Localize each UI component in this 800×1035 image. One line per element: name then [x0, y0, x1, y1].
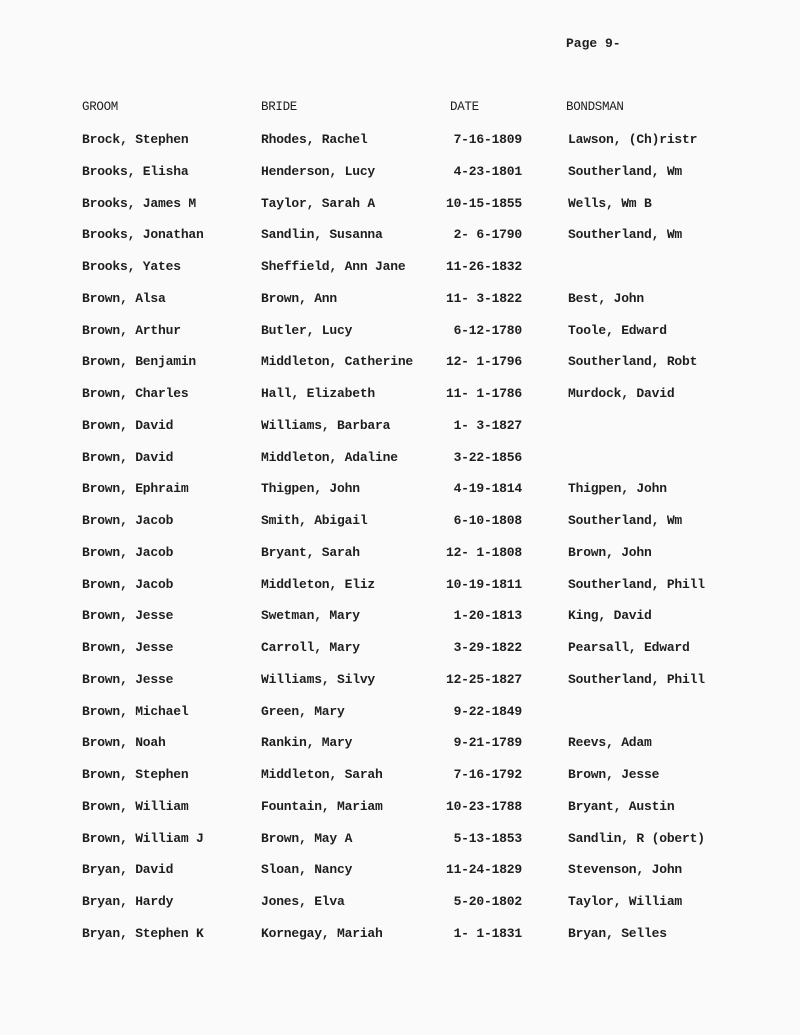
- cell-bride: Sheffield, Ann Jane: [261, 259, 406, 274]
- table-row: [0, 831, 800, 851]
- cell-date: 1-20-1813: [453, 608, 522, 624]
- cell-groom: Brooks, James M: [82, 195, 197, 211]
- cell-bondsman: Bryan, Selles: [568, 925, 667, 941]
- cell-date: 9-21-1789: [453, 735, 522, 751]
- cell-groom: Brown, Alsa: [82, 290, 166, 306]
- cell-bride: Butler, Lucy: [261, 322, 353, 338]
- cell-bondsman: Southerland, Phill: [568, 671, 705, 687]
- cell-bondsman: Pearsall, Edward: [568, 640, 690, 655]
- cell-groom: Brown, Jacob: [82, 513, 174, 528]
- cell-bride: Jones, Elva: [261, 894, 345, 909]
- cell-groom: Bryan, Stephen K: [82, 925, 204, 941]
- cell-bride: Rankin, Mary: [261, 735, 353, 751]
- cell-bondsman: King, David: [568, 608, 652, 624]
- table-row: [0, 259, 800, 279]
- cell-bondsman: Southerland, Wm: [568, 163, 683, 179]
- cell-date: 5-13-1853: [453, 830, 522, 846]
- header-bondsman: BONDSMAN: [566, 100, 624, 114]
- cell-groom: Brooks, Yates: [82, 259, 181, 274]
- cell-bride: Carroll, Mary: [261, 640, 360, 655]
- table-row: [0, 577, 800, 597]
- cell-bondsman: Murdock, David: [568, 386, 675, 401]
- cell-date: 1- 1-1831: [453, 925, 522, 941]
- cell-date: 2- 6-1790: [453, 227, 522, 243]
- cell-groom: Brown, Jacob: [82, 544, 174, 560]
- cell-date: 7-16-1809: [453, 132, 522, 147]
- cell-groom: Bryan, Hardy: [82, 894, 174, 909]
- cell-date: 5-20-1802: [453, 894, 522, 909]
- cell-bondsman: Stevenson, John: [568, 862, 683, 878]
- cell-date: 9-22-1849: [453, 703, 522, 719]
- cell-groom: Brown, Ephraim: [82, 481, 189, 497]
- cell-date: 12- 1-1796: [445, 354, 522, 370]
- cell-date: 3-22-1856: [453, 449, 522, 465]
- table-row: [0, 735, 800, 755]
- cell-bride: Brown, Ann: [261, 290, 338, 306]
- cell-bride: Rhodes, Rachel: [261, 132, 368, 147]
- cell-groom: Brown, Jesse: [82, 608, 174, 624]
- page-number: Page 9-: [566, 36, 621, 51]
- cell-date: 10-19-1811: [445, 576, 522, 592]
- cell-date: 10-23-1788: [445, 798, 522, 814]
- header-date: DATE: [450, 100, 479, 114]
- table-row: [0, 418, 800, 438]
- cell-date: 6-10-1808: [453, 513, 522, 528]
- cell-bride: Sloan, Nancy: [261, 862, 353, 878]
- table-row: [0, 164, 800, 184]
- cell-groom: Brooks, Jonathan: [82, 227, 204, 243]
- cell-bondsman: Best, John: [568, 290, 645, 306]
- cell-groom: Brown, Michael: [82, 703, 189, 719]
- cell-date: 6-12-1780: [453, 322, 522, 338]
- cell-bride: Smith, Abigail: [261, 513, 368, 528]
- cell-bride: Sandlin, Susanna: [261, 227, 383, 243]
- cell-groom: Brown, William J: [82, 830, 204, 846]
- cell-bondsman: Southerland, Phill: [568, 576, 705, 592]
- table-row: [0, 291, 800, 311]
- table-row: [0, 767, 800, 787]
- cell-date: 3-29-1822: [453, 640, 522, 655]
- cell-date: 11- 3-1822: [445, 290, 522, 306]
- cell-bride: Fountain, Mariam: [261, 798, 383, 814]
- table-row: [0, 640, 800, 660]
- cell-bondsman: Sandlin, R (obert): [568, 830, 705, 846]
- cell-date: 11-24-1829: [445, 862, 522, 878]
- table-row: [0, 323, 800, 343]
- cell-bride: Swetman, Mary: [261, 608, 360, 624]
- cell-groom: Brooks, Elisha: [82, 163, 189, 179]
- cell-date: 4-19-1814: [453, 481, 522, 497]
- cell-groom: Brown, Charles: [82, 386, 189, 401]
- cell-bondsman: Southerland, Robt: [568, 354, 698, 370]
- cell-bride: Middleton, Sarah: [261, 767, 383, 782]
- cell-date: 7-16-1792: [453, 767, 522, 782]
- cell-bride: Kornegay, Mariah: [261, 925, 383, 941]
- cell-bondsman: Brown, John: [568, 544, 652, 560]
- cell-bondsman: Wells, Wm B: [568, 195, 652, 211]
- table-row: [0, 926, 800, 946]
- cell-groom: Brown, Noah: [82, 735, 166, 751]
- cell-date: 12- 1-1808: [445, 544, 522, 560]
- cell-bride: Williams, Barbara: [261, 417, 391, 433]
- cell-bondsman: Brown, Jesse: [568, 767, 660, 782]
- table-row: [0, 386, 800, 406]
- cell-date: 1- 3-1827: [453, 417, 522, 433]
- cell-bondsman: Southerland, Wm: [568, 513, 683, 528]
- table-row: [0, 894, 800, 914]
- cell-bride: Hall, Elizabeth: [261, 386, 376, 401]
- cell-groom: Bryan, David: [82, 862, 174, 878]
- cell-bondsman: Taylor, William: [568, 894, 683, 909]
- cell-date: 10-15-1855: [445, 195, 522, 211]
- table-row: [0, 513, 800, 533]
- cell-bride: Brown, May A: [261, 830, 353, 846]
- cell-bride: Thigpen, John: [261, 481, 360, 497]
- cell-bride: Middleton, Eliz: [261, 576, 376, 592]
- cell-groom: Brown, David: [82, 449, 174, 465]
- table-row: [0, 481, 800, 501]
- cell-bride: Middleton, Adaline: [261, 449, 398, 465]
- cell-date: 11- 1-1786: [445, 386, 522, 401]
- cell-bride: Bryant, Sarah: [261, 544, 360, 560]
- cell-groom: Brown, Jesse: [82, 671, 174, 687]
- cell-bride: Henderson, Lucy: [261, 163, 376, 179]
- cell-groom: Brown, Jacob: [82, 576, 174, 592]
- cell-groom: Brown, David: [82, 417, 174, 433]
- cell-groom: Brown, Benjamin: [82, 354, 197, 370]
- table-row: [0, 354, 800, 374]
- table-row: [0, 450, 800, 470]
- cell-bride: Williams, Silvy: [261, 671, 376, 687]
- table-row: [0, 672, 800, 692]
- table-row: [0, 704, 800, 724]
- table-row: [0, 196, 800, 216]
- cell-bondsman: Bryant, Austin: [568, 798, 675, 814]
- cell-bride: Green, Mary: [261, 703, 345, 719]
- cell-date: 11-26-1832: [445, 259, 522, 274]
- header-groom: GROOM: [82, 100, 119, 114]
- cell-date: 12-25-1827: [445, 671, 522, 687]
- table-row: [0, 608, 800, 628]
- cell-groom: Brown, Jesse: [82, 640, 174, 655]
- table-row: [0, 132, 800, 152]
- cell-bride: Taylor, Sarah A: [261, 195, 376, 211]
- cell-bondsman: Thigpen, John: [568, 481, 667, 497]
- table-row: [0, 862, 800, 882]
- cell-groom: Brown, William: [82, 798, 189, 814]
- cell-bondsman: Lawson, (Ch)ristr: [568, 132, 698, 147]
- cell-groom: Brown, Arthur: [82, 322, 181, 338]
- cell-bondsman: Southerland, Wm: [568, 227, 683, 243]
- cell-bondsman: Reevs, Adam: [568, 735, 652, 751]
- cell-groom: Brock, Stephen: [82, 132, 189, 147]
- cell-groom: Brown, Stephen: [82, 767, 189, 782]
- header-bride: BRIDE: [261, 100, 298, 114]
- table-row: [0, 545, 800, 565]
- cell-bondsman: Toole, Edward: [568, 322, 667, 338]
- table-row: [0, 227, 800, 247]
- table-row: [0, 799, 800, 819]
- cell-bride: Middleton, Catherine: [261, 354, 414, 370]
- cell-date: 4-23-1801: [453, 163, 522, 179]
